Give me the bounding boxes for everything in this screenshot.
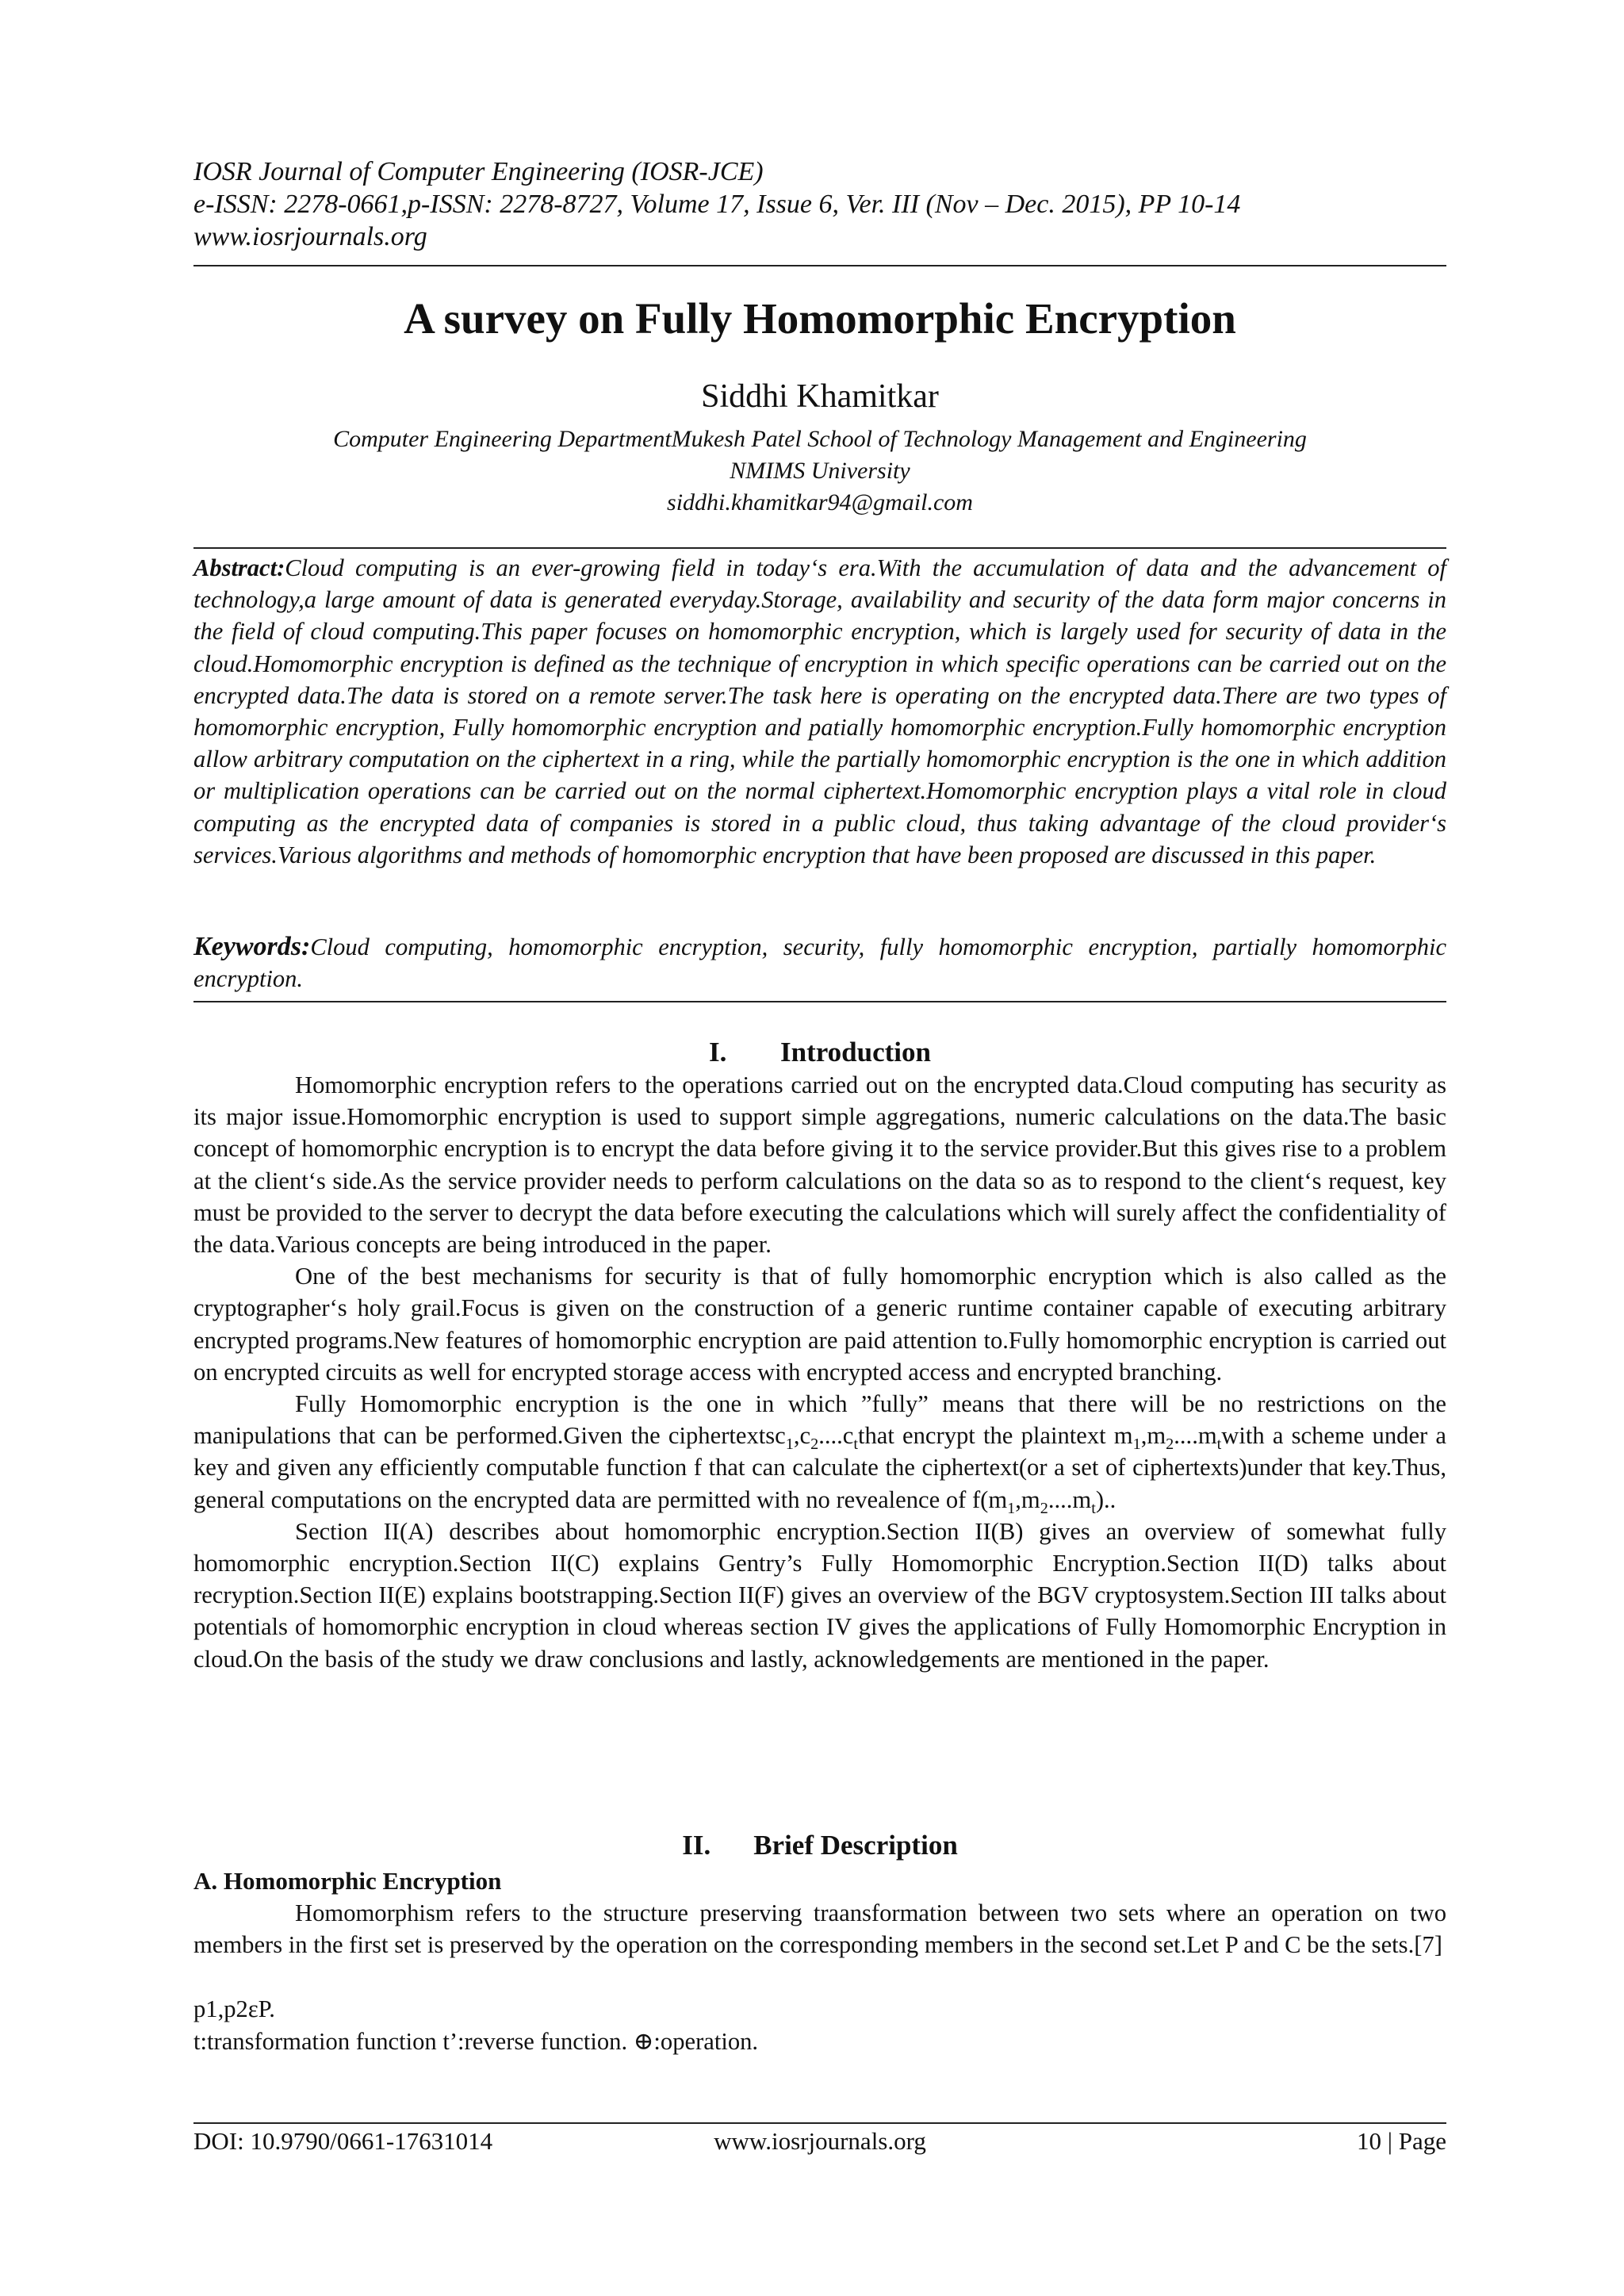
brief-description-body (193, 1897, 1446, 1961)
author-affiliation (193, 424, 1446, 519)
subsection-heading-homomorphic-encryption: A. Homomorphic Encryption (193, 1867, 502, 1895)
footer-doi: DOI: 10.9790/0661-17631014 (193, 2127, 493, 2155)
section-title: Introduction (780, 1037, 931, 1068)
affiliation-university: NMIMS University (730, 458, 910, 484)
section-heading-brief-description (193, 1829, 1446, 1862)
function-definition-line: t:transformation function t’:reverse function. ⊕:operation. (193, 2028, 759, 2055)
section-heading-introduction (193, 1036, 1446, 1069)
footer-page-number: 10 | Page (1357, 2127, 1446, 2155)
section-title: Brief Description (753, 1830, 958, 1861)
keywords-label: Keywords: (193, 932, 311, 961)
footer-site: www.iosrjournals.org (714, 2127, 926, 2155)
homomorphism-paragraph: Homomorphism refers to the structure preserving traansformation between two sets where an operation on two members in the first set is preserved by the operation on the corresponding members in the second set.Let P and C be the sets.[7] (193, 1899, 1446, 1959)
abstract-bottom-rule (193, 1001, 1446, 1002)
author-email: siddhi.khamitkar94@gmail.com (667, 489, 973, 516)
keywords-text: Cloud computing, homomorphic encryption, security, fully homomorphic encryption, partially homomorphic encryption. (193, 933, 1446, 992)
section-number: I. (709, 1037, 727, 1068)
intro-paragraph-4: Section II(A) describes about homomorphic encryption.Section II(B) gives an overview of somewhat fully homomorphic encryption.Section II(C) explains Gentry’s Fully Homomorphic Encryption.Section II(D) talks about recryption.Section II(E) explains bootstrapping.Section II(F) gives an overview of the BGV cryptosystem.Section III talks about potentials of homomorphic encryption in cloud whereas section IV gives the applications of Fully Homomorphic Encryption in cloud.On the basis of the study we draw conclusions and lastly, acknowledgements are mentioned in the paper. (193, 1517, 1446, 1673)
journal-header (193, 155, 1446, 253)
set-definition-line: p1,p2εP. (193, 1995, 275, 2022)
journal-issn: e-ISSN: 2278-0661,p-ISSN: 2278-8727, Volume 17, Issue 6, Ver. III (Nov – Dec. 2015), PP 10-14 (193, 190, 1241, 219)
intro-paragraph-3: Fully Homomorphic encryption is the one in which ”fully” means that there will be no restrictions on the manipulations that can be performed.Given the $ciphertextsc_1,c_2....c_tthat$ encrypt the plaintext $m_1,m_2....m_twith$ a scheme under a key and given any efficiently computable function f that can calculate the ciphertext(or a set of ciphertexts)under that key.Thus, general computations on the encrypted data are permitted with no revealence of $f(m_1,m_2....m_t)$.. (193, 1390, 1446, 1517)
intro-paragraph-2: One of the best mechanisms for security is that of fully homomorphic encryption which is also called as the cryptographer‘s holy grail.Focus is given on the construction of a generic runtime container capable of executing arbitrary encrypted programs.New features of homomorphic encryption are paid attention to.Fully homomorphic encryption is carried out on encrypted circuits as well for encrypted storage access with encrypted access and encrypted branching. (193, 1263, 1446, 1386)
abstract-text: Cloud computing is an ever-growing field in today‘s era.With the accumulation of data and the advancement of technology,a large amount of data is generated everyday.Storage, availability and security of the data form major concerns in the field of cloud computing.This paper focuses on homomorphic encryption, which is largely used for security of data in the cloud.Homomorphic encryption is defined as the technique of encryption in which specific operations can be carried out on the encrypted data.The data is stored on a remote server.The task here is operating on the encrypted data.There are two types of homomorphic encryption, Fully homomorphic encryption and patially homomorphic encryption.Fully homomorphic encryption allow arbitrary computation on the ciphertext in a ring, while the partially homomorphic encryption is the one in which addition or multiplication operations can be carried out on the normal ciphertext.Homomorphic encryption plays a vital role in cloud computing as the encrypted data of companies is stored in a public cloud, thus taking advantage of the cloud provider‘s services.Various algorithms and methods of homomorphic encryption that have been proposed are discussed in this paper. (193, 554, 1446, 868)
footer-rule (193, 2122, 1446, 2124)
intro-paragraph-1: Homomorphic encryption refers to the operations carried out on the encrypted data.Cloud computing has security as its major issue.Homomorphic encryption is used to support simple aggregations, numeric calculations on the data.The basic concept of homomorphic encryption is to encrypt the data before giving it to the service provider.But this gives rise to a problem at the client‘s side.As the service provider needs to perform calculations on the data so as to respond to the client‘s request, key must be provided to the server to decrypt the data before executing the calculations which will surely affect the confidentiality of the data.Various concepts are being introduced in the paper. (193, 1071, 1446, 1259)
abstract-top-rule (193, 547, 1446, 549)
header-rule (193, 265, 1446, 266)
journal-url: www.iosrjournals.org (193, 222, 427, 251)
abstract (193, 552, 1446, 871)
keywords (193, 931, 1446, 995)
paper-title: A survey on Fully Homomorphic Encryption (404, 294, 1236, 343)
section-number: II. (682, 1830, 711, 1861)
author-name: Siddhi Khamitkar (701, 378, 939, 415)
affiliation-department: Computer Engineering DepartmentMukesh Patel School of Technology Management and Engineering (333, 426, 1307, 452)
abstract-label: Abstract: (193, 554, 285, 581)
introduction-body (193, 1069, 1446, 1675)
journal-name: IOSR Journal of Computer Engineering (IOSR-JCE) (193, 157, 764, 186)
